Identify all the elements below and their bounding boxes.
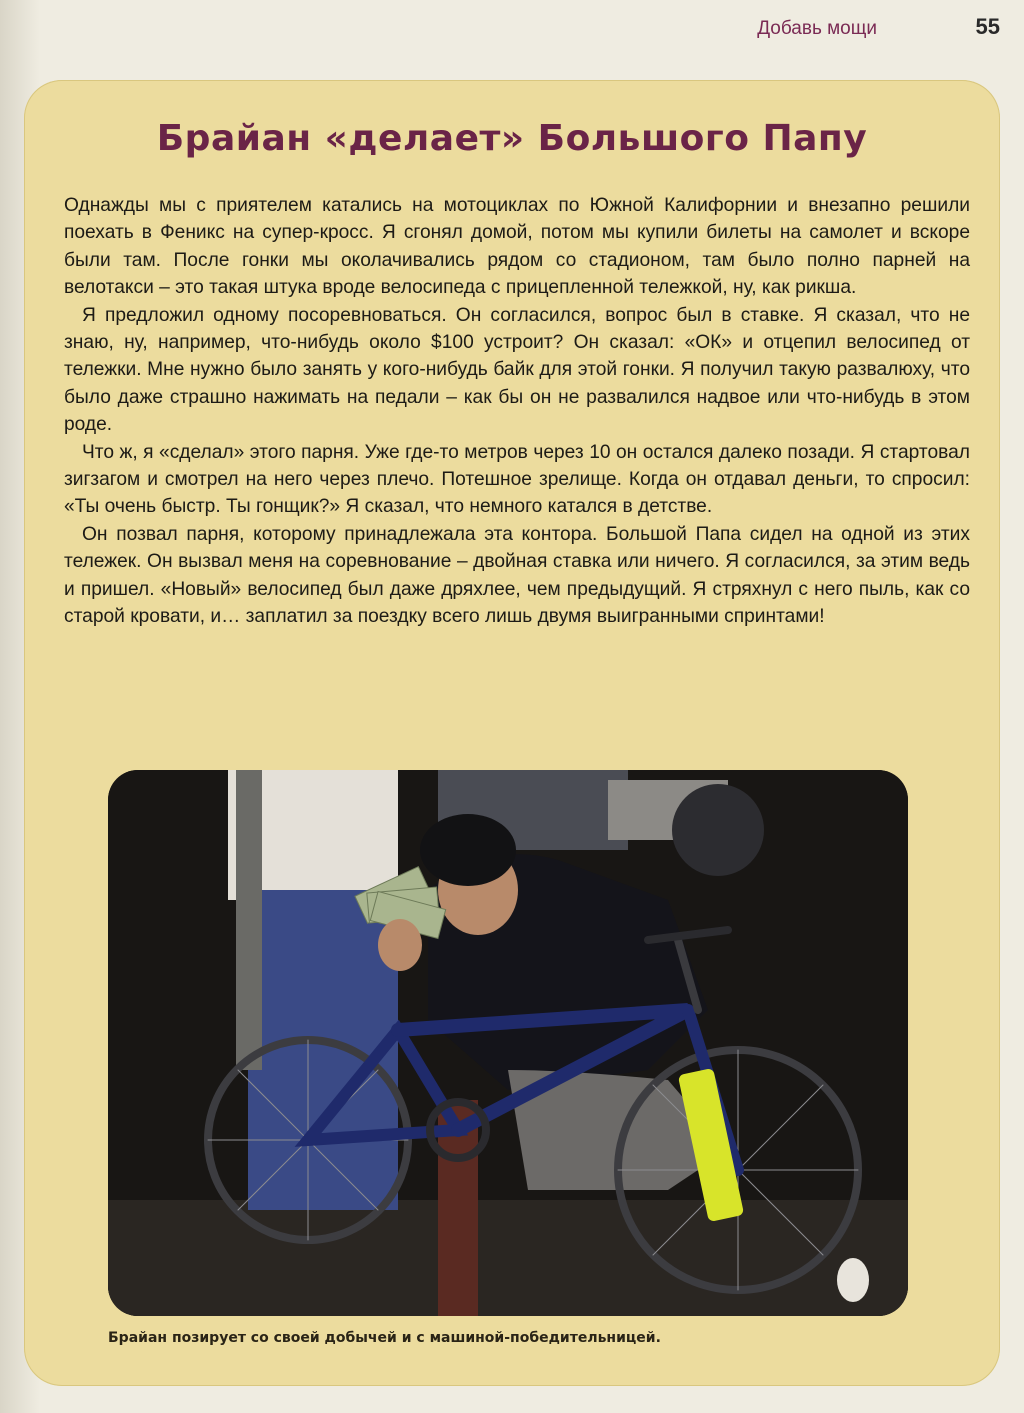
photo-caption: Брайан позирует со своей добычей и с машиной-победительницей. [108,1330,661,1346]
photo-brian-with-bike [108,770,908,1316]
metal-pole [236,770,262,1070]
flash-reflection [837,1258,869,1302]
paragraph-4: Он позвал парня, которому принадлежала эта контора. Большой Папа сидел на одной из этих тележек. Он вызвал меня на соревнование – двойная ставка или ничего. Я согласился, за этим ведь и пришел. «Новый» велосипед был даже дряхлее, чем предыдущий. Я стряхнул с него пыль, как со старой кровати, и… заплатил за поездку всего лишь двумя выигранными спринтами! [64,523,970,628]
ground [108,1200,908,1316]
black-beanie [420,814,516,886]
paragraph-2: Я предложил одному посоревноваться. Он согласился, вопрос был в ставке. Я сказал, что не знаю, ну, например, что-нибудь около $100 устроит? Он сказал: «ОК» и отцепил велосипед от тележки. Мне нужно было занять у кого-нибудь байк для этой гонки. Я получил такую развалюху, что было даже страшно нажимать на педали – как бы он не развалился надвое или что-нибудь в этом роде. [64,304,970,436]
running-header [600,14,1000,44]
photo-illustration [108,770,908,1316]
article-body [64,192,970,631]
helmet [672,784,764,876]
article-title: Брайан «делает» Большого Папу [156,118,868,159]
paragraph-1: Однажды мы с приятелем катались на мотоциклах по Южной Калифорнии и внезапно решили поехать в Феникс на супер-кросс. Я сгонял домой, потом мы купили билеты на самолет и вскоре были там. После гонки мы околачивались рядом со стадионом, там было полно парней на велотакси – это такая штука вроде велосипеда с прицепленной тележкой, ну, как рикша. [64,195,970,299]
page-number: 55 [975,14,1000,39]
man-hand [378,919,422,971]
section-title: Добавь мощи [757,18,877,39]
paragraph-3: Что ж, я «сделал» этого парня. Уже где-то метров через 10 он остался далеко позади. Я стартовал зигзагом и смотрел на него через плечо. Потешное зрелище. Когда он отдавал деньги, то спросил: «Ты очень быстр. Ты гонщик?» Я сказал, что немного катался в детстве. [64,441,970,518]
